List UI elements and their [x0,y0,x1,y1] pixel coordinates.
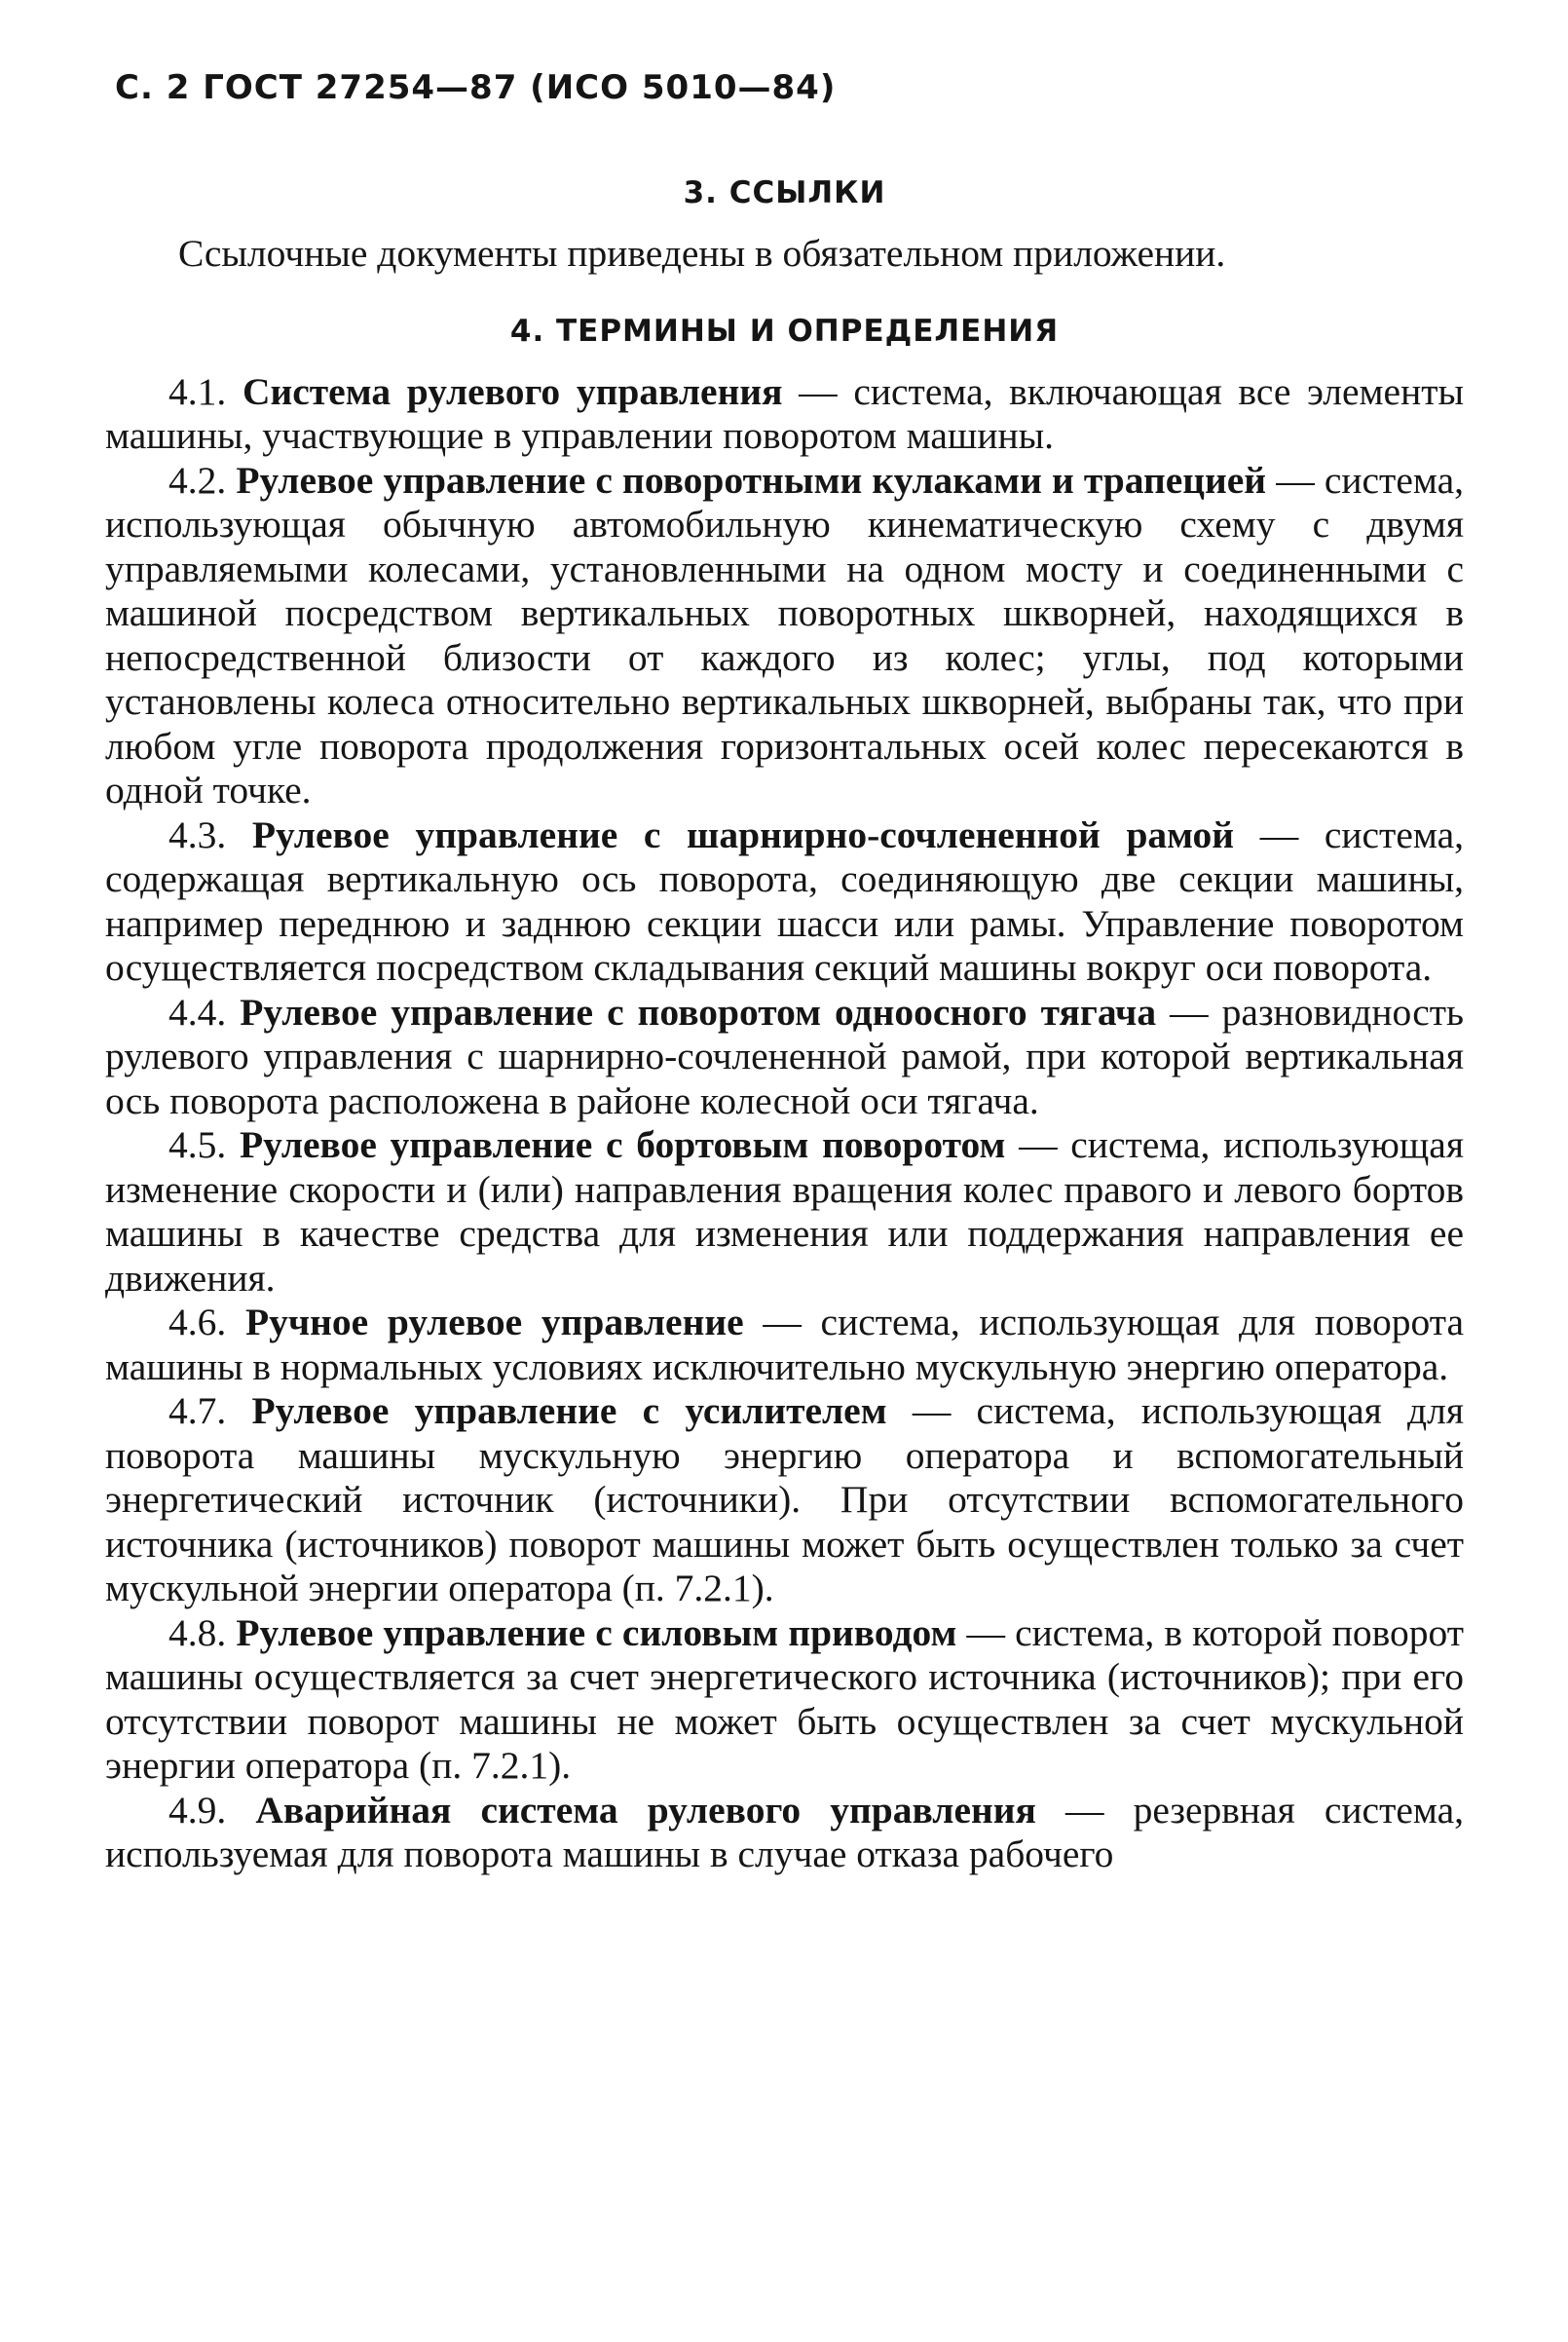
term-name: Рулевое управление с поворотными кулаками и трапецией [236,458,1267,502]
term-name: Рулевое управление с силовым приводом [236,1610,957,1654]
running-head: С. 2 ГОСТ 27254—87 (ИСО 5010—84) [115,68,837,107]
term-number: 4.6. [168,1301,227,1343]
term-number: 4.9. [168,1788,227,1832]
term-item-4-1 [105,370,1464,459]
term-definition: — разновидность рулевого управления с шарнирно-сочлененной рамой, при которой вертикальная ось поворота расположена в районе колесной оси тягача. [105,990,1465,1122]
term-item-4-2 [105,459,1464,813]
term-item-4-5 [105,1123,1464,1301]
term-item-4-7 [105,1389,1464,1611]
term-definition: — система, включающая все элементы машины, участвующие в управлении поворотом машины. [105,369,1465,457]
term-number: 4.3. [168,812,227,856]
term-name: Рулевое управление с усилителем [251,1389,887,1432]
term-name: Аварийная система рулевого управления [255,1788,1036,1832]
term-number: 4.1. [168,369,227,413]
term-item-4-8 [105,1611,1464,1789]
term-name: Рулевое управление с шарнирно-сочлененной рамой [251,812,1235,856]
term-number: 4.5. [168,1123,227,1166]
term-number: 4.2. [168,458,227,502]
term-name: Рулевое управление с бортовым поворотом [239,1123,1006,1166]
term-definition: — система, в которой поворот машины осуществляется за счет энергетического источника (источников); при его отсутствии поворот машины не может быть осуществлен за счет мускульной энергии оператора (п. 7.2.1). [105,1610,1464,1787]
term-number: 4.7. [168,1389,227,1432]
document-page [105,68,1464,1877]
term-definition: — система, использующая обычную автомобильную кинематическую схему с двумя управляемыми колесами, установленными на одном мосту и соединенными с машиной посредством вертикальных поворотных шкворней, находящихся в непосредственной близости от каждого из колес; углы, под которыми установлены колеса относительно вертикальных шкворней, выбраны так, что при любом угле поворота продолжения горизонтальных осей колес пересекаются в одной точке. [105,458,1464,812]
term-definition: — система, использующая для поворота машины мускульную энергию оператора и вспомогательный энергетический источник (источники). При отсутствии вспомогательного источника (источников) поворот машины может быть осуществлен только за счет мускульной энергии оператора (п. 7.2.1). [105,1389,1464,1609]
term-definition: — резервная система, используемая для поворота машины в случае отказа рабочего [105,1788,1465,1875]
section-heading-references: 3. ССЫЛКИ [683,175,886,210]
term-definition: — система, использующая для поворота машины в нормальных условиях исключительно мускульную энергию оператора. [105,1301,1464,1388]
term-item-4-3 [105,813,1464,991]
term-number: 4.8. [168,1610,227,1654]
term-name: Система рулевого управления [242,369,783,413]
term-definition: — система, использующая изменение скорости и (или) направления вращения колес правого и левого бортов машины в качестве средства для изменения или поддержания направления ее движения. [105,1123,1465,1300]
references-text: Ссылочные документы приведены в обязательном приложении. [178,232,1226,275]
term-name: Рулевое управление с поворотом одноосного тягача [240,990,1157,1034]
section-heading-terms: 4. ТЕРМИНЫ И ОПРЕДЕЛЕНИЯ [509,313,1060,349]
term-item-4-6 [105,1301,1464,1389]
term-item-4-9 [105,1789,1464,1877]
term-number: 4.4. [168,990,227,1034]
term-definition: — система, содержащая вертикальную ось поворота, соединяющую две секции машины, например переднюю и заднюю секции шасси или рамы. Управление поворотом осуществляется посредством складывания секций машины вокруг оси поворота. [105,812,1464,989]
term-item-4-4 [105,991,1464,1124]
term-name: Ручное рулевое управление [244,1301,744,1343]
